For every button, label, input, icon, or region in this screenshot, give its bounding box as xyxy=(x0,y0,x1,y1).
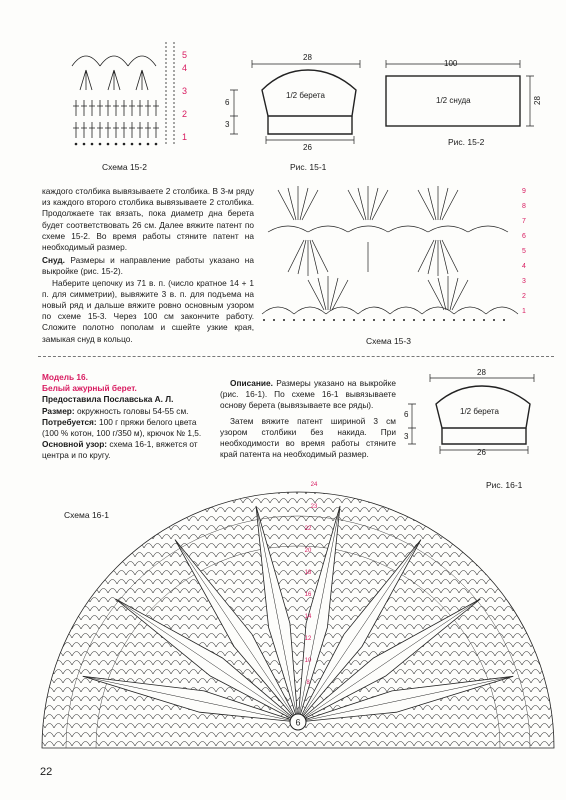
row-number: 10 xyxy=(304,658,312,664)
row-number: 5 xyxy=(182,50,188,60)
model-16-needs xyxy=(42,417,210,439)
pattern-value: схема 16-1, вяжется от центра и по кругу. xyxy=(42,439,198,461)
model-16-provided: Предоставила Пославська А. Л. xyxy=(42,394,174,405)
fig-15-1-width-top: 28 xyxy=(303,53,312,62)
model-16-subtitle: Белый ажурный берет. xyxy=(42,383,137,394)
model-16-size xyxy=(42,406,210,417)
row-number: 2 xyxy=(522,293,526,300)
text-15-paragraph-3: Наберите цепочку из 71 в. п. (число кратное 14 + 1 п. для симметрии), вывяжите 3 в. п. для подъема на новый ряд и дальше вяжите ровно основным узором по схеме 15-3. Через 100 см закончите работу. Сложите полотно пополам и сшейте узкие края, замыкая снуд в кольцо. xyxy=(42,277,254,344)
model-16-intro xyxy=(42,372,210,462)
description-label: Описание. xyxy=(230,378,273,388)
row-number: 2 xyxy=(182,109,188,119)
needs-value: 100 г пряжи белого цвета (100 % котон, 100 г/350 м), крючок № 1,5. xyxy=(42,416,202,439)
fig-15-1-width-bottom: 26 xyxy=(303,143,312,152)
row-number: 24 xyxy=(310,482,318,488)
row-number: 3 xyxy=(522,278,526,285)
row-number: 9 xyxy=(522,188,526,195)
row-number: 12 xyxy=(304,636,312,642)
fig-15-2-caption: Рис. 15-2 xyxy=(448,137,485,147)
model-16-pattern xyxy=(42,439,210,461)
size-label: Размер: xyxy=(42,405,75,416)
schema-16-1-diagram xyxy=(36,476,556,766)
text-15-paragraph-1: каждого столбика вывязываете 2 столбика. В 3-м ряду из каждого второго столбика вывязываете 2 столбика. Продолжаете так вязать, пока диаметр дна берета будет соответствовать 26 см. Далее вяжите патент по схеме 15-2. Во время работы стяните патент на необходимый размер. xyxy=(42,186,254,253)
row-number: 8 xyxy=(306,680,310,686)
row-number: 20 xyxy=(304,548,312,554)
description-text: Размеры указано на выкройке (рис. 16-1). По схеме 16-1 вывязываете основу берета (вывязываете все ряды). xyxy=(220,378,396,411)
fig-15-2-width: 100 xyxy=(444,59,458,68)
fig-16-1-caption: Рис. 16-1 xyxy=(486,480,523,490)
fig-16-1-pattern xyxy=(396,364,548,468)
row-number: 22 xyxy=(304,526,312,532)
schema-15-3-row-numbers xyxy=(522,184,526,319)
fig-16-1-height-lower: 3 xyxy=(404,432,409,441)
text-15-block xyxy=(42,186,254,345)
fig-16-1-label: 1/2 берета xyxy=(460,407,499,416)
fig-15-2-height: 28 xyxy=(532,96,542,105)
schema-15-3-diagram xyxy=(258,180,520,330)
fig-16-1-height-upper: 6 xyxy=(404,410,409,419)
needs-label: Потребуется: xyxy=(42,416,97,427)
description-paragraph-1 xyxy=(220,378,396,412)
pattern-label: Основной узор: xyxy=(42,439,108,450)
schema-15-2-caption: Схема 15-2 xyxy=(102,162,147,172)
row-number: 3 xyxy=(182,86,188,96)
row-number: 14 xyxy=(304,614,312,620)
snood-text: Размеры и направление работы указано на выкройке (рис. 15-2). xyxy=(42,255,254,277)
row-number: 16 xyxy=(304,592,312,598)
row-number: 1 xyxy=(182,132,188,142)
fig-16-1-width-top: 28 xyxy=(477,368,486,377)
row-number: 23 xyxy=(310,504,318,510)
row-number: 5 xyxy=(522,248,526,255)
description-paragraph-2: Затем вяжите патент шириной 3 см узором столбики без накида. При необходимости во время работы стяните край патента на необходимый размер. xyxy=(220,415,396,460)
model-16-description xyxy=(220,378,396,460)
fig-15-1-caption: Рис. 15-1 xyxy=(290,162,327,172)
row-number: 6 xyxy=(522,233,526,240)
snood-heading: Снуд. xyxy=(42,255,65,266)
section-divider xyxy=(38,356,554,357)
fig-16-1-width-bottom: 26 xyxy=(477,448,486,457)
row-number: 8 xyxy=(522,203,526,210)
model-16-title: Модель 16. xyxy=(42,372,88,382)
fig-15-1-label: 1/2 берета xyxy=(286,91,325,100)
schema-16-1-caption: Схема 16-1 xyxy=(64,510,109,520)
row-number: 18 xyxy=(304,570,312,576)
row-number: 7 xyxy=(522,218,526,225)
fig-15-1-pattern xyxy=(222,50,372,162)
schema-15-3-caption: Схема 15-3 xyxy=(366,336,411,346)
size-value: окружность головы 54-55 см. xyxy=(74,405,189,416)
page-number: 22 xyxy=(40,766,53,778)
fig-15-2-label: 1/2 снуда xyxy=(436,96,471,105)
fig-15-1-height-lower: 3 xyxy=(225,120,230,129)
fig-15-1-height-upper: 6 xyxy=(225,98,230,107)
row-number: 4 xyxy=(182,63,188,73)
schema-16-1-center-label: 6 xyxy=(295,717,301,728)
text-15-paragraph-2 xyxy=(42,255,254,277)
schema-15-2-row-numbers xyxy=(182,44,194,149)
row-number: 4 xyxy=(522,263,526,270)
schema-15-2-diagram xyxy=(66,40,196,160)
row-number: 1 xyxy=(522,308,526,315)
